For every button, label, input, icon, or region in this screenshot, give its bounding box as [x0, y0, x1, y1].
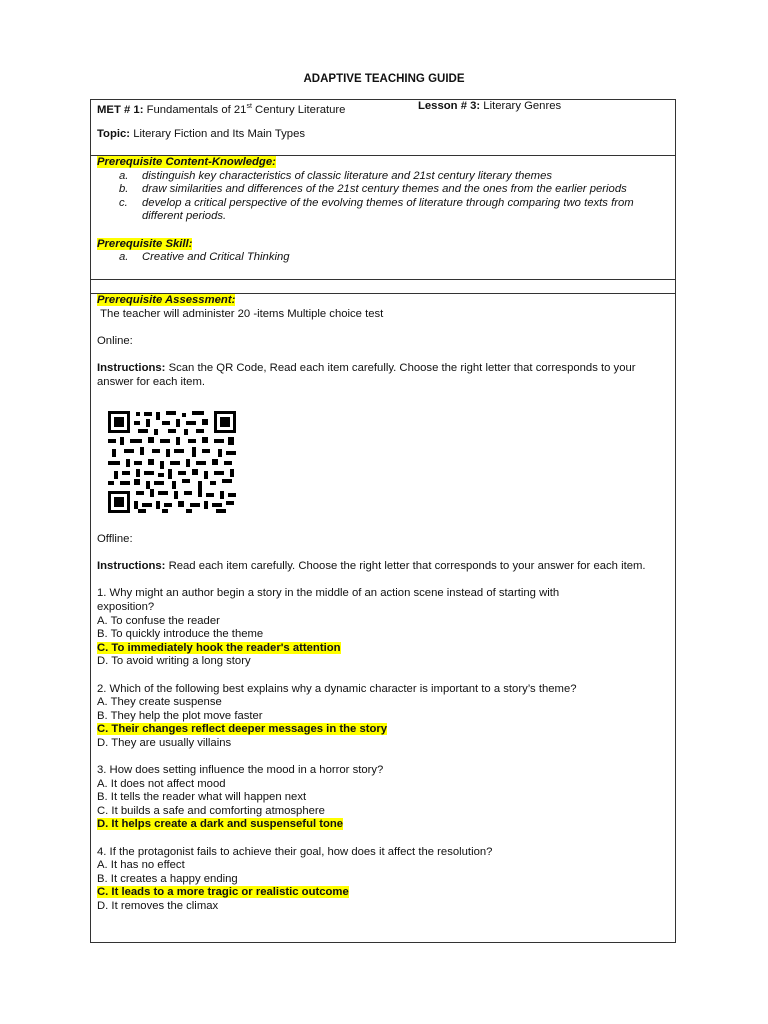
item-marker: c. — [119, 196, 128, 209]
item-marker: b. — [119, 183, 129, 196]
item-text: distinguish key characteristics of classic literature and 21st century literary themes — [142, 169, 552, 182]
topic-value: Literary Fiction and Its Main Types — [133, 128, 306, 140]
answer-option: A. They create suspense — [97, 696, 222, 709]
lesson-label: Lesson # 3: — [418, 100, 481, 112]
answer-option: C. It builds a safe and comforting atmosphere — [97, 804, 325, 817]
online-label: Online: — [97, 334, 133, 347]
met-superscript: st — [246, 103, 252, 110]
content-item — [97, 183, 669, 197]
correct-answer-option: C. To immediately hook the reader's attention — [97, 641, 341, 654]
answer-option: B. To quickly introduce the theme — [97, 628, 264, 641]
topic-line — [97, 128, 669, 142]
assessment-heading: Prerequisite Assessment: — [97, 294, 236, 306]
answer-option: A. It has no effect — [97, 859, 185, 872]
qr-code-icon[interactable] — [106, 409, 238, 515]
lesson-value: Literary Genres — [483, 100, 562, 112]
offline-instructions: Instructions: Read each item carefully. Choose the right letter that corresponds to your answer for each item. — [97, 560, 646, 573]
question-stem: 1. Why might an author begin a story in the middle of an action scene instead of starting with — [97, 587, 560, 600]
item-marker: a. — [119, 251, 129, 264]
answer-option: D. They are usually villains — [97, 736, 232, 749]
content-item — [97, 170, 669, 184]
document-title: ADAPTIVE TEACHING GUIDE — [303, 73, 465, 85]
answer-option: B. They help the plot move faster — [97, 709, 263, 722]
topic-label: Topic: — [97, 128, 131, 140]
prerequisite-section — [90, 155, 676, 280]
question-stem: 2. Which of the following best explains why a dynamic character is important to a story’s theme? — [97, 682, 577, 695]
answer-option: B. It tells the reader what will happen next — [97, 791, 307, 804]
skill-item — [97, 251, 669, 265]
question-2 — [97, 683, 669, 751]
item-text: draw similarities and differences of the 21st century themes and the ones from the earlier periods — [142, 183, 627, 196]
question-4 — [97, 846, 669, 914]
answer-option: D. To avoid writing a long story — [97, 655, 251, 668]
online-instructions: Instructions: Scan the QR Code, Read each item carefully. Choose the right letter that corresponds to your answer for each item. — [97, 361, 636, 388]
content-item — [97, 197, 669, 224]
met-value: Fundamentals of 21 — [146, 103, 247, 116]
question-stem: 3. How does setting influence the mood in a horror story? — [97, 764, 384, 777]
item-marker: a. — [119, 169, 129, 182]
met-label: MET # 1: — [97, 103, 144, 116]
lesson-line — [418, 100, 669, 114]
question-stem: exposition? — [97, 600, 155, 613]
answer-option: B. It creates a happy ending — [97, 872, 238, 885]
question-stem: 4. If the protagonist fails to achieve their goal, how does it affect the resolution? — [97, 845, 493, 858]
question-3 — [97, 764, 669, 832]
assessment-intro: The teacher will administer 20 -items Multiple choice test — [100, 307, 384, 320]
correct-answer-option: C. Their changes reflect deeper messages in the story — [97, 723, 388, 736]
item-text: Creative and Critical Thinking — [142, 251, 290, 264]
skill-heading: Prerequisite Skill: — [97, 237, 193, 250]
correct-answer-option: C. It leads to a more tragic or realistic outcome — [97, 886, 349, 899]
question-1 — [97, 587, 669, 669]
answer-option: D. It removes the climax — [97, 900, 219, 913]
correct-answer-option: D. It helps create a dark and suspenseful tone — [97, 818, 344, 831]
item-text: develop a critical perspective of the evolving themes of literature through comparing two texts from different periods. — [142, 196, 634, 223]
answer-option: A. It does not affect mood — [97, 777, 226, 790]
content-knowledge-heading: Prerequisite Content-Knowledge: — [97, 156, 276, 168]
header-section — [90, 99, 676, 156]
offline-label: Offline: — [97, 533, 133, 545]
answer-option: A. To confuse the reader — [97, 614, 220, 627]
met-value-end: Century Literature — [255, 103, 346, 116]
spacer-row — [90, 279, 676, 294]
assessment-section — [90, 293, 676, 943]
